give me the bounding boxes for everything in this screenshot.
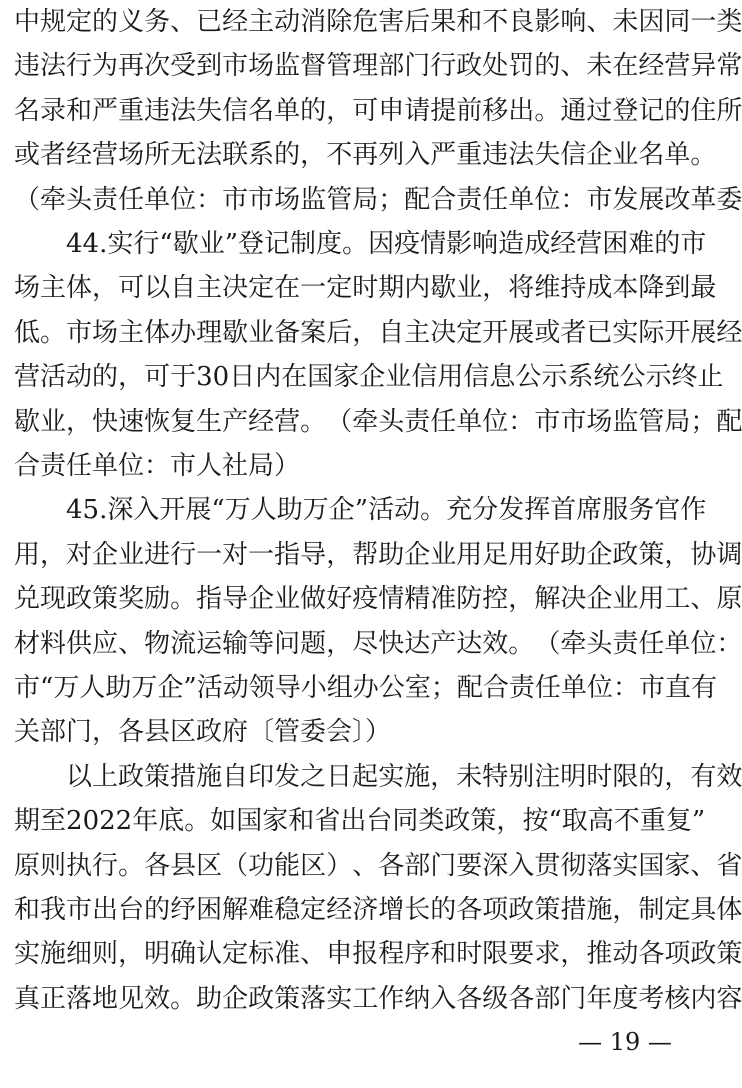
text-line: （ 牵 头 责 任 单 位 ： 市 市 场 监 管 局 ； 配 合 责 任 单 位 ： 市 发 展 改 革 委 bbox=[14, 184, 742, 215]
text-line: 原 则 执 行 。 各 县 区 （ 功 能 区 ） 、 各 部 门 要 深 入 贯 彻 落 实 国 家 、 省 bbox=[14, 850, 742, 881]
text-line: 兑 现 政 策 奖 励 。 指 导 企 业 做 好 疫 情 精 准 防 控 ， 解 决 企 业 用 工 、 原 bbox=[14, 584, 742, 615]
text-line: 材 料 供 应 、 物 流 运 输 等 问 题 ， 尽 快 达 产 达 效 。 （ 牵 头 责 任 单 位 ： bbox=[14, 628, 742, 659]
text-line: 市 “ 万 人 助 万 企 ” 活 动 领 导 小 组 办 公 室 ； 配 合 责 任 单 位 ： 市 直 有 bbox=[14, 673, 717, 703]
text-line: 真 正 落 地 见 效 。 助 企 政 策 落 实 工 作 纳 入 各 级 各 部 门 年 度 考 核 内 容 bbox=[14, 983, 742, 1014]
text-line: 或 者 经 营 场 所 无 法 联 系 的 ， 不 再 列 入 严 重 违 法 失 信 企 业 名 单 。 bbox=[14, 140, 717, 171]
text-line: 用 ， 对 企 业 进 行 一 对 一 指 导 ， 帮 助 企 业 用 足 用 好 助 企 政 策 ， 协 调 bbox=[14, 539, 742, 570]
text-line: 和 我 市 出 台 的 纾 困 解 难 稳 定 经 济 增 长 的 各 项 政 策 措 施 ， 制 定 具 体 bbox=[14, 895, 742, 925]
text-line: 以 上 政 策 措 施 自 印 发 之 日 起 实 施 ， 未 特 别 注 明 时 限 的 ， 有 效 bbox=[66, 761, 742, 792]
text-line: 实 施 细 则 ， 明 确 认 定 标 准 、 申 报 程 序 和 时 限 要 求 ， 推 动 各 项 政 策 bbox=[14, 939, 742, 970]
text-line: 中 规 定 的 义 务 、 已 经 主 动 消 除 危 害 后 果 和 不 良 影 响 、 未 因 同 一 类 bbox=[14, 7, 742, 37]
text-line: 违 法 行 为 再 次 受 到 市 场 监 督 管 理 部 门 行 政 处 罚 的 、 未 在 经 营 异 常 bbox=[14, 51, 742, 82]
page-number: — 19 — bbox=[578, 1028, 672, 1056]
text-line: 关部门，各县区政府〔管委会〕） bbox=[14, 717, 392, 748]
text-line: 场 主 体 ， 可 以 自 主 决 定 在 一 定 时 期 内 歇 业 ， 将 维 持 成 本 降 到 最 bbox=[14, 273, 717, 304]
text-line: 44 . 实 行 “ 歇 业 ” 登 记 制 度 。 因 疫 情 影 响 造 成 经 营 困 难 的 市 bbox=[66, 229, 707, 259]
text-line: 歇 业 ， 快 速 恢 复 生 产 经 营 。 （ 牵 头 责 任 单 位 ： 市 市 场 监 管 局 ； 配 bbox=[14, 406, 742, 437]
text-line: 营 活 动 的 ， 可 于 30 日 内 在 国 家 企 业 信 用 信 息 公 示 系 统 公 示 终 止 bbox=[14, 362, 724, 393]
text-line: 45 . 深 入 开 展 “ 万 人 助 万 企 ” 活 动 。 充 分 发 挥 首 席 服 务 官 作 bbox=[66, 495, 707, 526]
text-line: 合责任单位：市人社局） bbox=[14, 451, 301, 481]
text-line: 名 录 和 严 重 违 法 失 信 名 单 的 ， 可 申 请 提 前 移 出 。 通 过 登 记 的 住 所 bbox=[14, 95, 742, 126]
text-line: 低 。 市 场 主 体 办 理 歇 业 备 案 后 ， 自 主 决 定 开 展 或 者 已 实 际 开 展 经 bbox=[14, 317, 742, 348]
text-line: 期 至 2022 年 底 。 如 国 家 和 省 出 台 同 类 政 策 ， 按 “ 取 高 不 重 复 ” bbox=[14, 806, 706, 837]
